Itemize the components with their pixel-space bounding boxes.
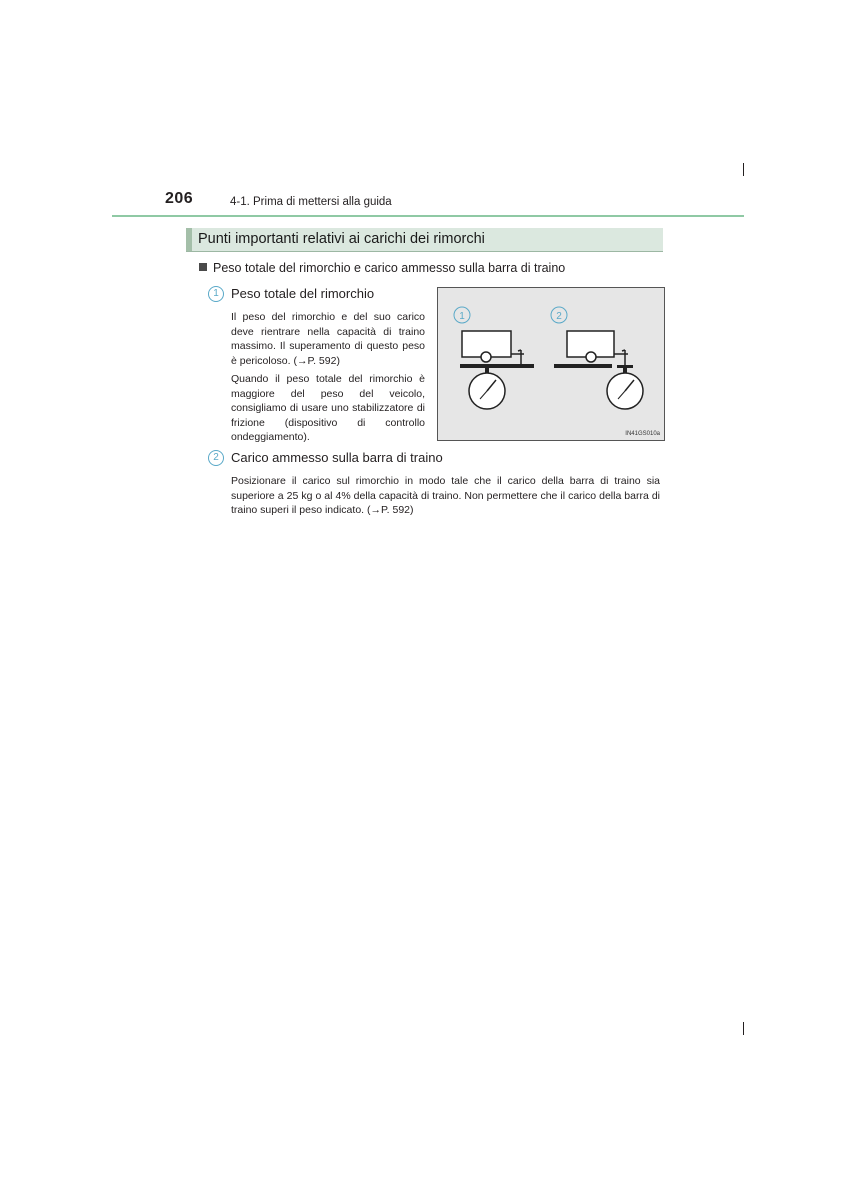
trailer-weight-figure [437, 287, 665, 441]
panel-2-ground [554, 364, 612, 368]
crop-mark-top [743, 163, 744, 176]
title-accent-bar [186, 228, 192, 251]
page-number: 206 [165, 190, 194, 207]
item-2-paragraph-1: Posizionare il carico sul rimorchio in modo tale che il carico della barra di traino sia superiore a 25 kg o al 4% della capacità di traino. Non permettere che il carico della barra di traino superi il peso indicato. (→P. 592) [231, 475, 660, 516]
item-1-paragraph-2: Quando il peso totale del rimorchio è maggiore del peso del veicolo, consigliamo di usare uno stabilizzatore di frizione (dispositivo di controllo ondeggiamento). [231, 373, 425, 443]
panel-1-number: 1 [459, 311, 465, 322]
panel-2-jack-top [622, 350, 625, 351]
item-1-number: 1 [208, 286, 224, 302]
panel-1-total-weight [454, 307, 534, 409]
panel-2-tongue-weight [551, 307, 643, 409]
item-2-label: Carico ammesso sulla barra di traino [231, 450, 443, 465]
subheading [199, 261, 565, 275]
panel-1-jack-top [518, 350, 521, 351]
item-1-paragraph-1: Il peso del rimorchio e del suo carico deve rientrare nella capacità di traino massimo. Il superamento di questo peso è pericoloso. (→P. 592) [231, 311, 425, 367]
section-path: 4-1. Prima di mettersi alla guida [230, 196, 392, 208]
panel-1-scale-platform [460, 364, 534, 368]
header-divider [112, 215, 744, 217]
crop-mark-bottom [743, 1022, 744, 1035]
panel-1-trailer-wheel [481, 352, 491, 362]
item-2-number: 2 [208, 450, 224, 466]
square-bullet-icon [199, 263, 207, 271]
trailer-scale-diagram [438, 288, 664, 440]
section-title-box [186, 228, 663, 252]
panel-2-trailer-wheel [586, 352, 596, 362]
subheading-text: Peso totale del rimorchio e carico ammesso sulla barra di traino [213, 261, 566, 275]
panel-2-scale-platform [617, 365, 633, 368]
item-1-label: Peso totale del rimorchio [231, 286, 375, 301]
figure-code: IN41GS010a [625, 431, 660, 437]
section-title: Punti importanti relativi ai carichi dei rimorchi [198, 231, 485, 247]
panel-2-number: 2 [556, 311, 562, 322]
